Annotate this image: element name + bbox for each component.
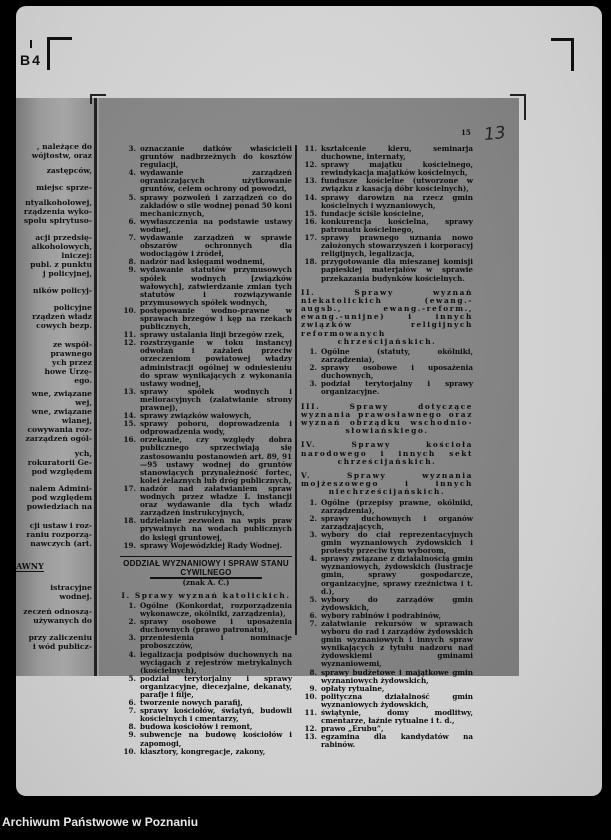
- list-item: [301, 596, 473, 612]
- left-page-text-fragment: rządzeń władz: [32, 312, 92, 321]
- item-number: 5.: [128, 192, 136, 202]
- left-page-text-fragment: howe Urzę-: [44, 367, 92, 376]
- item-number: 13.: [304, 176, 317, 186]
- list-item: [301, 380, 473, 396]
- left-page-text-fragment: wej,: [75, 398, 92, 407]
- item-number: 6.: [128, 216, 136, 226]
- item-text: Ogólne (przepisy prawne, okólniki, zarządzenia),: [321, 497, 473, 515]
- item-number: 3.: [128, 144, 136, 153]
- item-text: oznaczanie datków właścicieli gruntów nadbrzeżnych do kosztów regulacji,: [140, 144, 292, 170]
- left-page-text-fragment: wodnej.: [59, 592, 92, 601]
- item-text: opłaty rytualne,: [321, 683, 385, 693]
- item-text: wywłaszczenia na podstawie ustawy wodnej,: [140, 216, 292, 234]
- list-item: [120, 485, 292, 517]
- item-text: prawo „Erubu”,: [321, 724, 384, 734]
- left-page-text-fragment: spolu spirytuso-: [23, 216, 92, 225]
- left-page-text-fragment: ego.: [74, 376, 92, 385]
- item-number: 7.: [128, 233, 136, 243]
- list-item: [301, 364, 473, 380]
- item-number: 4.: [128, 649, 136, 659]
- list-item: [301, 620, 473, 669]
- list-item: [120, 307, 292, 331]
- item-text: Ogólne (Konkordat, rozporządzenia wykonawcze, okólniki, zarządzenia),: [140, 600, 292, 619]
- item-number: 18.: [123, 516, 136, 526]
- list-item: [120, 602, 292, 618]
- sheet-label: B4: [20, 52, 42, 68]
- left-page-text-fragment: acji przedsię-: [35, 233, 92, 242]
- item-text: wydawanie statutów przymusowych spółek wodnych [związków wałowych], zatwierdzanie zmian tych statutów i rozwiązywanie przymusowych spółek wodnych,: [140, 265, 292, 307]
- item-number: 11.: [304, 144, 317, 153]
- list-item: [120, 266, 292, 306]
- list-item: [120, 517, 292, 541]
- item-number: 14.: [123, 411, 136, 421]
- left-page-text-fragment: j policyjnej,: [42, 269, 92, 278]
- item-text: sprawy pozwoleń i zarządzeń co do zakładów o sile wodnej ponad 50 koni mechanicznych,: [140, 192, 292, 218]
- item-number: 10.: [304, 691, 317, 701]
- list-item: [120, 707, 292, 723]
- item-text: sprawy majątku kościelnego, rewindykacja majątków kościelnych,: [321, 160, 473, 178]
- list-item: [120, 436, 292, 485]
- item-number: 10.: [123, 305, 136, 315]
- left-page-text-fragment: przy zaliczeniu: [28, 633, 92, 642]
- item-text: sprawy poboru, doprowadzenia i odprowadzenia wody,: [140, 419, 292, 437]
- item-number: 15.: [123, 419, 136, 429]
- item-number: 6.: [309, 610, 317, 620]
- item-text: legalizacja podpisów duchownych na wyciągach z rejestrów metrykalnych (kościelnych),: [140, 649, 292, 675]
- list-item: [301, 733, 473, 749]
- item-number: 8.: [128, 722, 136, 732]
- item-number: 9.: [128, 730, 136, 740]
- jewish-affairs-list: [301, 499, 473, 750]
- crop-mark-top-right-icon: [551, 38, 574, 71]
- left-page-text-fragment: AWNY: [16, 561, 44, 571]
- item-number: 11.: [304, 708, 317, 718]
- item-text: podział terytorjalny i sprawy organizacyjne, diecezjalne, dekanaty, parafje i filje,: [140, 673, 292, 700]
- rule-line: [120, 556, 292, 558]
- item-number: 10.: [123, 746, 136, 756]
- item-number: 12.: [304, 724, 317, 734]
- item-text: wybory do zarządów gmin żydowskich,: [321, 594, 473, 612]
- list-item: [301, 693, 473, 709]
- item-text: tworzenie nowych parafij,: [140, 698, 243, 708]
- catholic-affairs-list: [120, 602, 292, 756]
- item-number: 5.: [128, 673, 136, 683]
- right-column: [301, 145, 473, 750]
- item-text: wybory do ciał reprezentacyjnych gmin wyznaniowych żydowskich i protesty przeciw tym wyborom,: [321, 529, 473, 556]
- list-item: [301, 531, 473, 555]
- item-number: 1.: [309, 347, 317, 357]
- section-iii-title: III. Sprawy dotyczące wyznania prawosławnego oraz wyznań obrządku wschodnio-słowiańskiego.: [301, 401, 473, 436]
- left-page-text-fragment: pod względem: [31, 467, 92, 476]
- item-number: 4.: [128, 168, 136, 178]
- left-page-text-fragment: wójtostw, oraz: [31, 151, 92, 160]
- item-number: 18.: [304, 257, 317, 267]
- item-text: wydawanie zarządzeń w sprawie obszarów ochronnych dla wodociągów i źródeł,: [140, 233, 292, 259]
- list-item: [301, 218, 473, 234]
- item-text: konkurencja kościelna, sprawy patronatu kościelnego,: [321, 216, 473, 234]
- left-page-text-fragment: policyjne: [53, 303, 92, 312]
- item-number: 6.: [128, 698, 136, 708]
- list-item: [301, 709, 473, 725]
- item-text: udzielanie zezwoleń na wpis praw prywatnych na wodach publicznych do księgi gruntowej,: [140, 516, 292, 542]
- item-text: przeniesienia i nominacje proboszczów,: [140, 633, 292, 651]
- handwritten-folio-number: 13: [483, 122, 507, 146]
- department-sign: (znak A. C.): [182, 577, 230, 587]
- left-page-text-fragment: ych,: [74, 449, 92, 458]
- catholic-affairs-list-continued: [301, 145, 473, 283]
- left-page-text-fragment: miejsc sprze-: [36, 183, 92, 192]
- list-item: [120, 675, 292, 699]
- left-page-text-fragment: rządzenia wyko-: [23, 207, 92, 216]
- item-text: nadzór nad załatwianiem spraw wodnych przez władze I. instancji oraz wydawanie dla tych władz zarządzeń instrukcyjnych,: [140, 483, 292, 518]
- left-column: [120, 145, 292, 756]
- list-item: [301, 669, 473, 685]
- item-text: fundacje ściśle kościelne,: [321, 208, 424, 218]
- item-text: sprawy Wojewódzkiej Rady Wodnej.: [140, 540, 283, 550]
- left-page-text-fragment: cowywania roz-: [27, 425, 92, 434]
- item-number: 17.: [123, 483, 136, 493]
- section-ii-title: II. Sprawy wyznań niekatolickich (ewang.-augsb., ewang.-reform., ewang.-unijne) i innych związków religijnych reformowanych chrześcijańskich.: [301, 287, 473, 346]
- item-number: 3.: [309, 529, 317, 539]
- list-item: [120, 731, 292, 747]
- item-text: fundusze kościelne (utworzone w związku z kasacją dóbr kościelnych),: [321, 176, 473, 194]
- list-item: [120, 634, 292, 650]
- item-number: 7.: [128, 706, 136, 716]
- crop-mark-top-left-icon: [47, 37, 72, 70]
- left-page-text-fragment: cji ustaw i roz-: [29, 521, 92, 530]
- list-item: [301, 499, 473, 515]
- list-item: [301, 161, 473, 177]
- left-page-text-fragment: wne, związane: [31, 389, 92, 398]
- item-number: 8.: [128, 257, 136, 267]
- item-text: sprawy osobowe i uposażenia duchownych,: [321, 363, 473, 381]
- list-item: [120, 339, 292, 388]
- item-number: 13.: [123, 386, 136, 396]
- left-page-text-fragment: ze współ-: [52, 340, 92, 349]
- item-text: postępowanie wodno-prawne w sprawach brzegów i kęp na rzekach publicznych,: [140, 305, 292, 332]
- left-page-text-fragment: rokuratorii Ge-: [27, 458, 92, 467]
- left-page-text-fragment: nalem Admini-: [29, 484, 92, 493]
- list-item: [120, 748, 292, 756]
- section-iv-title: IV. Sprawy kościoła narodowego i innych sekt chrześcijańskich.: [301, 440, 473, 466]
- list-item: [120, 218, 292, 234]
- list-item: [120, 169, 292, 193]
- left-page-text-fragment: raniu rozporzą-: [26, 530, 92, 539]
- item-number: 5.: [309, 594, 317, 604]
- item-text: sprawy osobowe i uposażenia duchownych (prawo patronatu),: [140, 617, 292, 635]
- department-title-line2: CYWILNEGO: [180, 568, 232, 578]
- list-item: [301, 194, 473, 210]
- item-number: 3.: [128, 633, 136, 643]
- left-page-text-fragment: pod względem: [31, 493, 92, 502]
- item-number: 1.: [128, 600, 136, 610]
- left-page-text-fragment: wne, związane: [31, 407, 92, 416]
- left-page-text-fragment: wlanej,: [61, 416, 92, 425]
- item-text: orzekanie, czy względy dobra publicznego sprzeciwiają się zastosowaniu postanowień art. 89, 91—95 ustawy wodnej do gruntów stanowiących przynależność fortec, kolei żelaznych lub dróg publicznych,: [140, 435, 292, 485]
- item-number: 19.: [123, 540, 136, 550]
- list-item: [120, 194, 292, 218]
- item-number: 3.: [309, 379, 317, 389]
- left-page-text-fragment: ntyalkoholowej,: [25, 198, 92, 207]
- item-number: 7.: [309, 619, 317, 629]
- item-text: sprawy kościołów, świątyń, budowli kościelnych i cmentarzy,: [140, 706, 292, 724]
- item-number: 12.: [304, 160, 317, 170]
- list-item: [120, 234, 292, 258]
- left-page-text-fragment: lniczej:: [61, 251, 92, 260]
- section-v-title: V. Sprawy wyznania mojżeszowego i innych niechrześcijańskich.: [301, 471, 473, 497]
- list-item: [120, 651, 292, 675]
- left-page-text-fragment: zeczeń odnoszą-: [23, 607, 92, 616]
- item-number: 1.: [309, 497, 317, 507]
- item-text: sprawy prawnego uznania nowo założonych stowarzyszeń i korporacyj religijnych, legalizacja,: [321, 233, 473, 259]
- list-item: [301, 234, 473, 258]
- item-text: wybory rabinów i podrabinów,: [321, 610, 441, 620]
- item-text: Ogólne (statuty, okólniki, zarządzenia),: [321, 347, 473, 365]
- list-item: [120, 388, 292, 412]
- list-item: [120, 420, 292, 436]
- item-number: 4.: [309, 554, 317, 564]
- item-number: 15.: [304, 208, 317, 218]
- left-page-text-fragment: cowych bezp.: [36, 321, 92, 330]
- left-page-text-fragment: ników policyj-: [33, 286, 92, 295]
- left-page-text-fragment: zarządzeń ogól-: [25, 434, 92, 443]
- left-page-text-fragment: publ. z punktu: [30, 260, 92, 269]
- item-number: 16.: [304, 216, 317, 226]
- item-text: egzamina dla kandydatów na rabinów.: [321, 732, 473, 750]
- item-text: kształcenie kleru, seminarja duchowne, internaty,: [321, 144, 473, 162]
- left-page-text-fragment: alkoholowych,: [31, 242, 92, 251]
- item-text: wydawanie zarządzeń ograniczających użytkowanie gruntów, celem ochrony od powodzi,: [140, 168, 292, 194]
- left-page-fragment: [16, 98, 96, 676]
- item-number: 2.: [309, 513, 317, 523]
- item-text: sprawy spółek wodnych i melioracyjnych (załatwianie strony prawnej),: [140, 386, 292, 412]
- left-page-text-fragment: zastępców,: [46, 166, 92, 175]
- item-text: załatwianie rekursów w sprawach wyboru do rad i zarządów żydowskich gmin wyznaniowych i innych spraw wynikających z tytułu nadzoru nad żydowskiemi gminami wyznaniowemi,: [321, 619, 473, 669]
- left-page-text-fragment: istracyjne: [50, 583, 92, 592]
- item-text: rozstrzyganie w toku instancyj odwołań i zażaleń przeciw orzeczeniom powiatowej władzy administracji ogólnej w odniesieniu do spraw wynikających z wykonania ustawy wodnej,: [140, 338, 292, 388]
- item-number: 2.: [309, 363, 317, 373]
- item-text: sprawy darowizn na rzecz gmin kościelnych i wyznaniowych,: [321, 192, 473, 210]
- water-affairs-list: [120, 145, 292, 550]
- item-text: polityczna działalność gmin wyznaniowych żydowskich,: [321, 691, 473, 709]
- item-number: 17.: [304, 233, 317, 243]
- item-number: 9.: [128, 265, 136, 275]
- item-text: sprawy duchownych i organów zarządzających,: [321, 513, 473, 531]
- list-item: [301, 555, 473, 595]
- item-text: budowa kościołów i remont,: [140, 722, 253, 732]
- item-number: 9.: [309, 683, 317, 693]
- archive-credit: Archiwum Państwowe w Poznaniu: [2, 815, 199, 829]
- printed-page-number: 15: [461, 128, 471, 137]
- left-page-text-fragment: i wód publicz-: [32, 642, 92, 651]
- item-text: przygotowanie dla mieszanej komisji papieskiej materjałów w sprawie przekazania budynków kościelnych.: [321, 257, 473, 283]
- item-text: sprawy budżetowe i majątkowe gmin wyznaniowych żydowskich,: [321, 667, 473, 685]
- list-item: [301, 515, 473, 531]
- left-page-text-fragment: powiedziach na: [26, 502, 92, 511]
- left-page-text-fragment: ych przez: [52, 358, 92, 367]
- item-text: klasztory, kongregacje, zakony,: [140, 746, 266, 756]
- sheet-tick-mark: [30, 40, 32, 48]
- list-item: [301, 348, 473, 364]
- column-divider: [295, 145, 297, 635]
- list-item: [301, 177, 473, 193]
- item-number: 8.: [309, 667, 317, 677]
- protestant-affairs-list: [301, 348, 473, 397]
- item-text: świątynie, domy modlitwy, cmentarze, łaźnie rytualne i t. d.,: [321, 708, 473, 726]
- item-text: sprawy związane z działalnością gmin wyznaniowych, żydowskich (lustracje gmin, sprawy gospodarcze, organizacyjne, sprawy rzeźnictwa i t. d.),: [321, 554, 473, 596]
- left-page-text-fragment: nawczych (art.: [30, 539, 92, 548]
- item-number: 14.: [304, 192, 317, 202]
- list-item: [120, 145, 292, 169]
- left-page-text-fragment: prawnego: [50, 349, 92, 358]
- item-text: subwencje na budowę kościołów i zapomogi,: [140, 730, 292, 748]
- item-number: 13.: [304, 732, 317, 742]
- item-text: podział terytorjalny i sprawy organizacyjne.: [321, 379, 473, 397]
- item-number: 2.: [128, 617, 136, 627]
- list-item: [301, 145, 473, 161]
- left-page-text-fragment: używanych do: [33, 616, 92, 625]
- section-i-title: I. Sprawy wyznań katolickich.: [121, 590, 291, 600]
- list-item: [120, 618, 292, 634]
- corner-mark-right-icon: [510, 94, 526, 120]
- left-page-text-fragment: , należące do: [36, 142, 92, 151]
- department-title: ODDZIAŁ WYZNANIOWY I SPRAW STANU: [123, 559, 289, 569]
- list-item: [301, 258, 473, 282]
- item-text: nadzór nad księgami wodnemi,: [140, 257, 265, 267]
- corner-mark-left-icon: [90, 94, 106, 104]
- item-number: 11.: [123, 330, 136, 340]
- list-item: [120, 542, 292, 550]
- item-text: sprawy związków wałowych,: [140, 411, 252, 421]
- item-text: sprawy ustalania linji brzegów rzek,: [140, 330, 285, 340]
- item-number: 16.: [123, 435, 136, 445]
- item-number: 12.: [123, 338, 136, 348]
